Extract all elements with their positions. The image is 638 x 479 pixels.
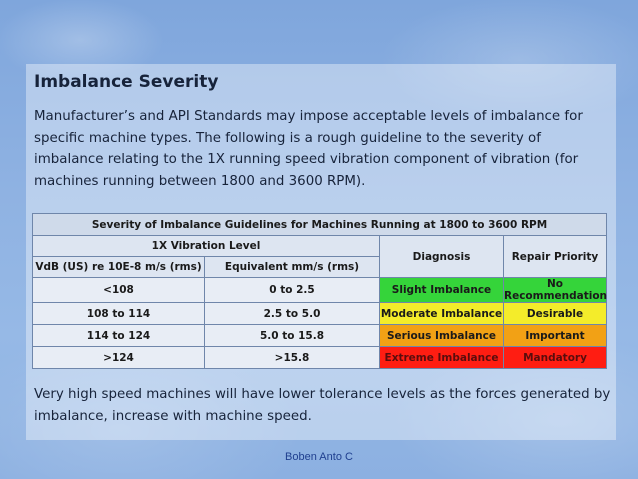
vdb-cell: 114 to 124 xyxy=(33,325,205,347)
repair-priority-header: Repair Priority xyxy=(504,236,607,278)
diagnosis-cell: Serious Imbalance xyxy=(380,325,504,347)
author-footer: Boben Anto C xyxy=(285,451,353,463)
outro-paragraph: Very high speed machines will have lower tolerance levels as the forces generated by imbalance, increase with machine speed. xyxy=(34,387,611,424)
table-caption-row xyxy=(33,214,607,236)
intro-paragraph: Manufacturer’s and API Standards may impose acceptable levels of imbalance for specific machine types. The following is a rough guideline to the severity of imbalance relating to the 1X running speed vibration component of vibration (for machines running between 1800 and 3600 RPM). xyxy=(34,109,583,189)
mms-cell: 2.5 to 5.0 xyxy=(205,303,380,325)
mms-cell: >15.8 xyxy=(205,347,380,369)
severity-table xyxy=(32,213,607,369)
priority-cell: No Recommendation xyxy=(504,278,608,302)
diagnosis-header: Diagnosis xyxy=(380,236,504,278)
table-caption: Severity of Imbalance Guidelines for Machines Running at 1800 to 3600 RPM xyxy=(33,214,607,236)
vdb-cell: >124 xyxy=(33,347,205,369)
table-row xyxy=(33,325,607,347)
vdb-cell: <108 xyxy=(33,278,205,303)
diagnosis-cell: Moderate Imbalance xyxy=(380,303,504,325)
vibration-level-header: 1X Vibration Level xyxy=(33,236,380,257)
mms-header: Equivalent mm/s (rms) xyxy=(205,257,380,278)
priority-cell: Important xyxy=(504,325,607,347)
table-header-row xyxy=(33,236,607,257)
mms-cell: 0 to 2.5 xyxy=(205,278,380,303)
slide-title: Imbalance Severity xyxy=(34,72,219,92)
mms-cell: 5.0 to 15.8 xyxy=(205,325,380,347)
priority-cell: Mandatory xyxy=(504,347,607,369)
vdb-header: VdB (US) re 10E-8 m/s (rms) xyxy=(33,257,205,278)
vdb-cell: 108 to 114 xyxy=(33,303,205,325)
diagnosis-cell: Slight Imbalance xyxy=(380,278,504,303)
table-row xyxy=(33,347,607,369)
table-row xyxy=(33,303,607,325)
diagnosis-cell: Extreme Imbalance xyxy=(380,347,504,369)
table-row xyxy=(33,278,607,303)
priority-cell: Desirable xyxy=(504,303,607,325)
